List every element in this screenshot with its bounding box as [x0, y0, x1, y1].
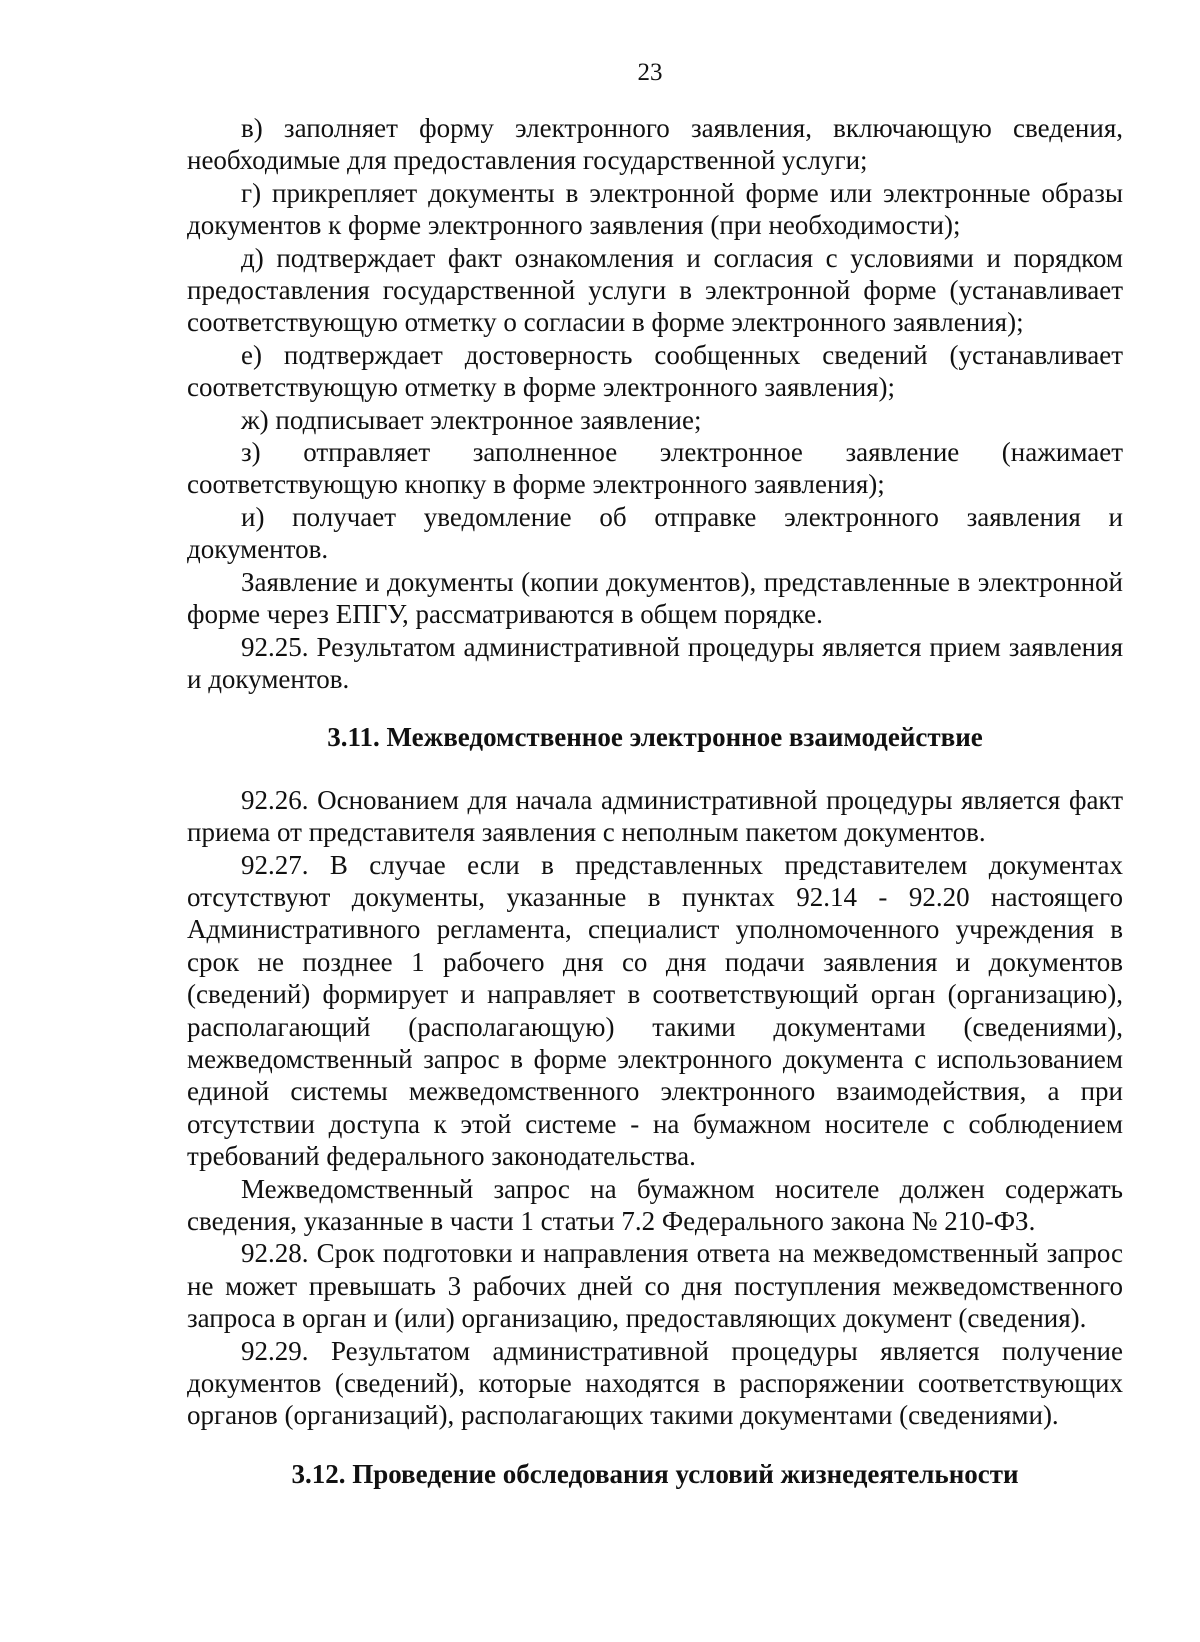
paragraph-92-26: 92.26. Основанием для начала административной процедуры является факт приема от представителя заявления с неполным пакетом документов.: [187, 784, 1123, 848]
paragraph-item-z: з) отправляет заполненное электронное заявление (нажимает соответствующую кнопку в форме электронного заявления);: [187, 437, 1123, 500]
paragraph-92-25: 92.25. Результатом административной процедуры является прием заявления и документов.: [187, 631, 1123, 694]
document-body: [187, 112, 1123, 1520]
page-number: 23: [637, 59, 663, 86]
paragraph-92-29: 92.29. Результатом административной процедуры является получение документов (сведений), которые находятся в распоряжении соответствующих органов (организаций), располагающих такими документами (сведениями).: [187, 1335, 1123, 1431]
paragraph-item-e: е) подтверждает достоверность сообщенных сведений (устанавливает соответствующую отметку в форме электронного заявления);: [187, 339, 1123, 403]
section-heading-3-12: 3.12. Проведение обследования условий жизнедеятельности: [291, 1458, 1019, 1489]
paragraph-paper-request: Межведомственный запрос на бумажном носителе должен содержать сведения, указанные в части 1 статьи 7.2 Федерального закона № 210-ФЗ.: [187, 1173, 1123, 1236]
paragraph-92-27: 92.27. В случае если в представленных представителем документах отсутствуют документы, указанные в пунктах 92.14 - 92.20 настоящего Административного регламента, специалист уполномоченного учреждения в срок не позднее 1 рабочего дня со дня подачи заявления и документов (сведений) формирует и направляет в соответствующий орган (организацию), располагающий (располагающую) такими документами (сведениями), межведомственный запрос в форме электронного документа с использованием единой системы межведомственного электронного взаимодействия, а при отсутствии доступа к этой системе - на бумажном носителе с соблюдением требований федерального законодательства.: [187, 849, 1123, 1172]
paragraph-92-28: 92.28. Срок подготовки и направления ответа на межведомственный запрос не может превышать 3 рабочих дней со дня поступления межведомственного запроса в орган и (или) организацию, предоставляющих документ (сведения).: [187, 1238, 1123, 1334]
paragraph-item-i: и) получает уведомление об отправке электронного заявления и документов.: [187, 501, 1123, 565]
paragraph-item-v: в) заполняет форму электронного заявления, включающую сведения, необходимые для предоставления государственной услуги;: [187, 113, 1123, 176]
paragraph-application-review: Заявление и документы (копии документов), представленные в электронной форме через ЕПГУ, рассматриваются в общем порядке.: [187, 566, 1123, 630]
paragraph-item-d: д) подтверждает факт ознакомления и согласия с условиями и порядком предоставления государственной услуги в электронной форме (устанавливает соответствующую отметку о согласии в форме электронного заявления);: [187, 242, 1123, 338]
paragraph-item-g: г) прикрепляет документы в электронной форме или электронные образы документов к форме электронного заявления (при необходимости);: [187, 177, 1123, 241]
paragraph-item-zh: ж) подписывает электронное заявление;: [241, 404, 702, 435]
section-heading-3-11: 3.11. Межведомственное электронное взаимодействие: [327, 722, 983, 753]
